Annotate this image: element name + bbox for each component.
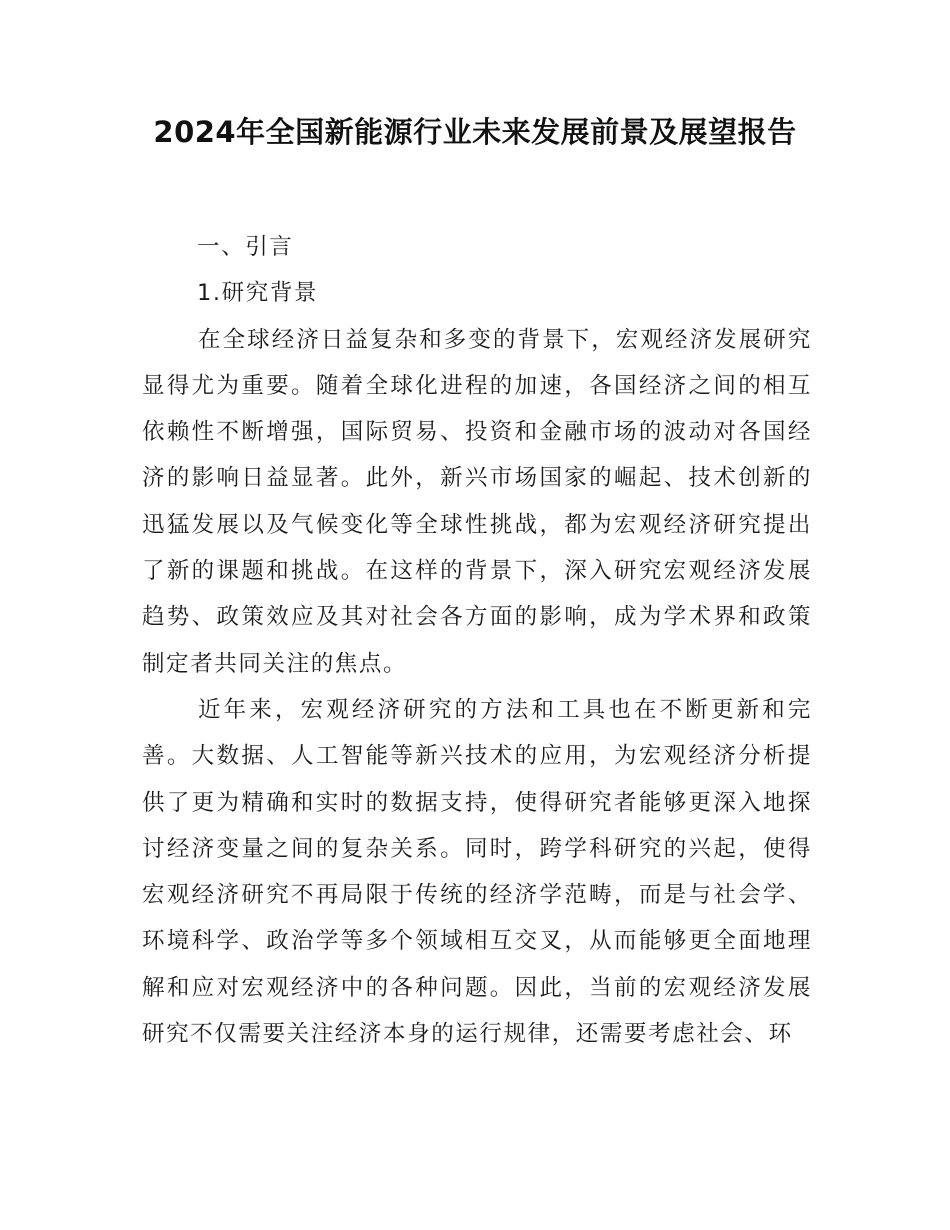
paragraph: 在全球经济日益复杂和多变的背景下，宏观经济发展研究显得尤为重要。随着全球化进程的加速，各国经济之间的相互依赖性不断增强，国际贸易、投资和金融市场的波动对各国经济的影响日益显著。此外，新兴市场国家的崛起、技术创新的迅猛发展以及气候变化等全球性挑战，都为宏观经济研究提出了新的课题和挑战。在这样的背景下，深入研究宏观经济发展趋势、政策效应及其对社会各方面的影响，成为学术界和政策制定者共同关注的焦点。 <box>142 326 812 677</box>
paragraph: 近年来，宏观经济研究的方法和工具也在不断更新和完善。大数据、人工智能等新兴技术的应用，为宏观经济分析提供了更为精确和实时的数据支持，使得研究者能够更深入地探讨经济变量之间的复杂关系。同时，跨学科研究的兴起，使得宏观经济研究不再局限于传统的经济学范畴，而是与社会学、环境科学、政治学等多个领域相互交叉，从而能够更全面地理解和应对宏观经济中的各种问题。因此，当前的宏观经济发展研究不仅需要关注经济本身的运行规律，还需要考虑社会、环 <box>142 696 812 1048</box>
document-title: 2024年全国新能源行业未来发展前景及展望报告 <box>153 115 797 149</box>
section-heading: 一、引言 <box>197 234 294 260</box>
subsection-heading: 1.研究背景 <box>197 280 319 307</box>
document-body <box>142 224 812 1057</box>
